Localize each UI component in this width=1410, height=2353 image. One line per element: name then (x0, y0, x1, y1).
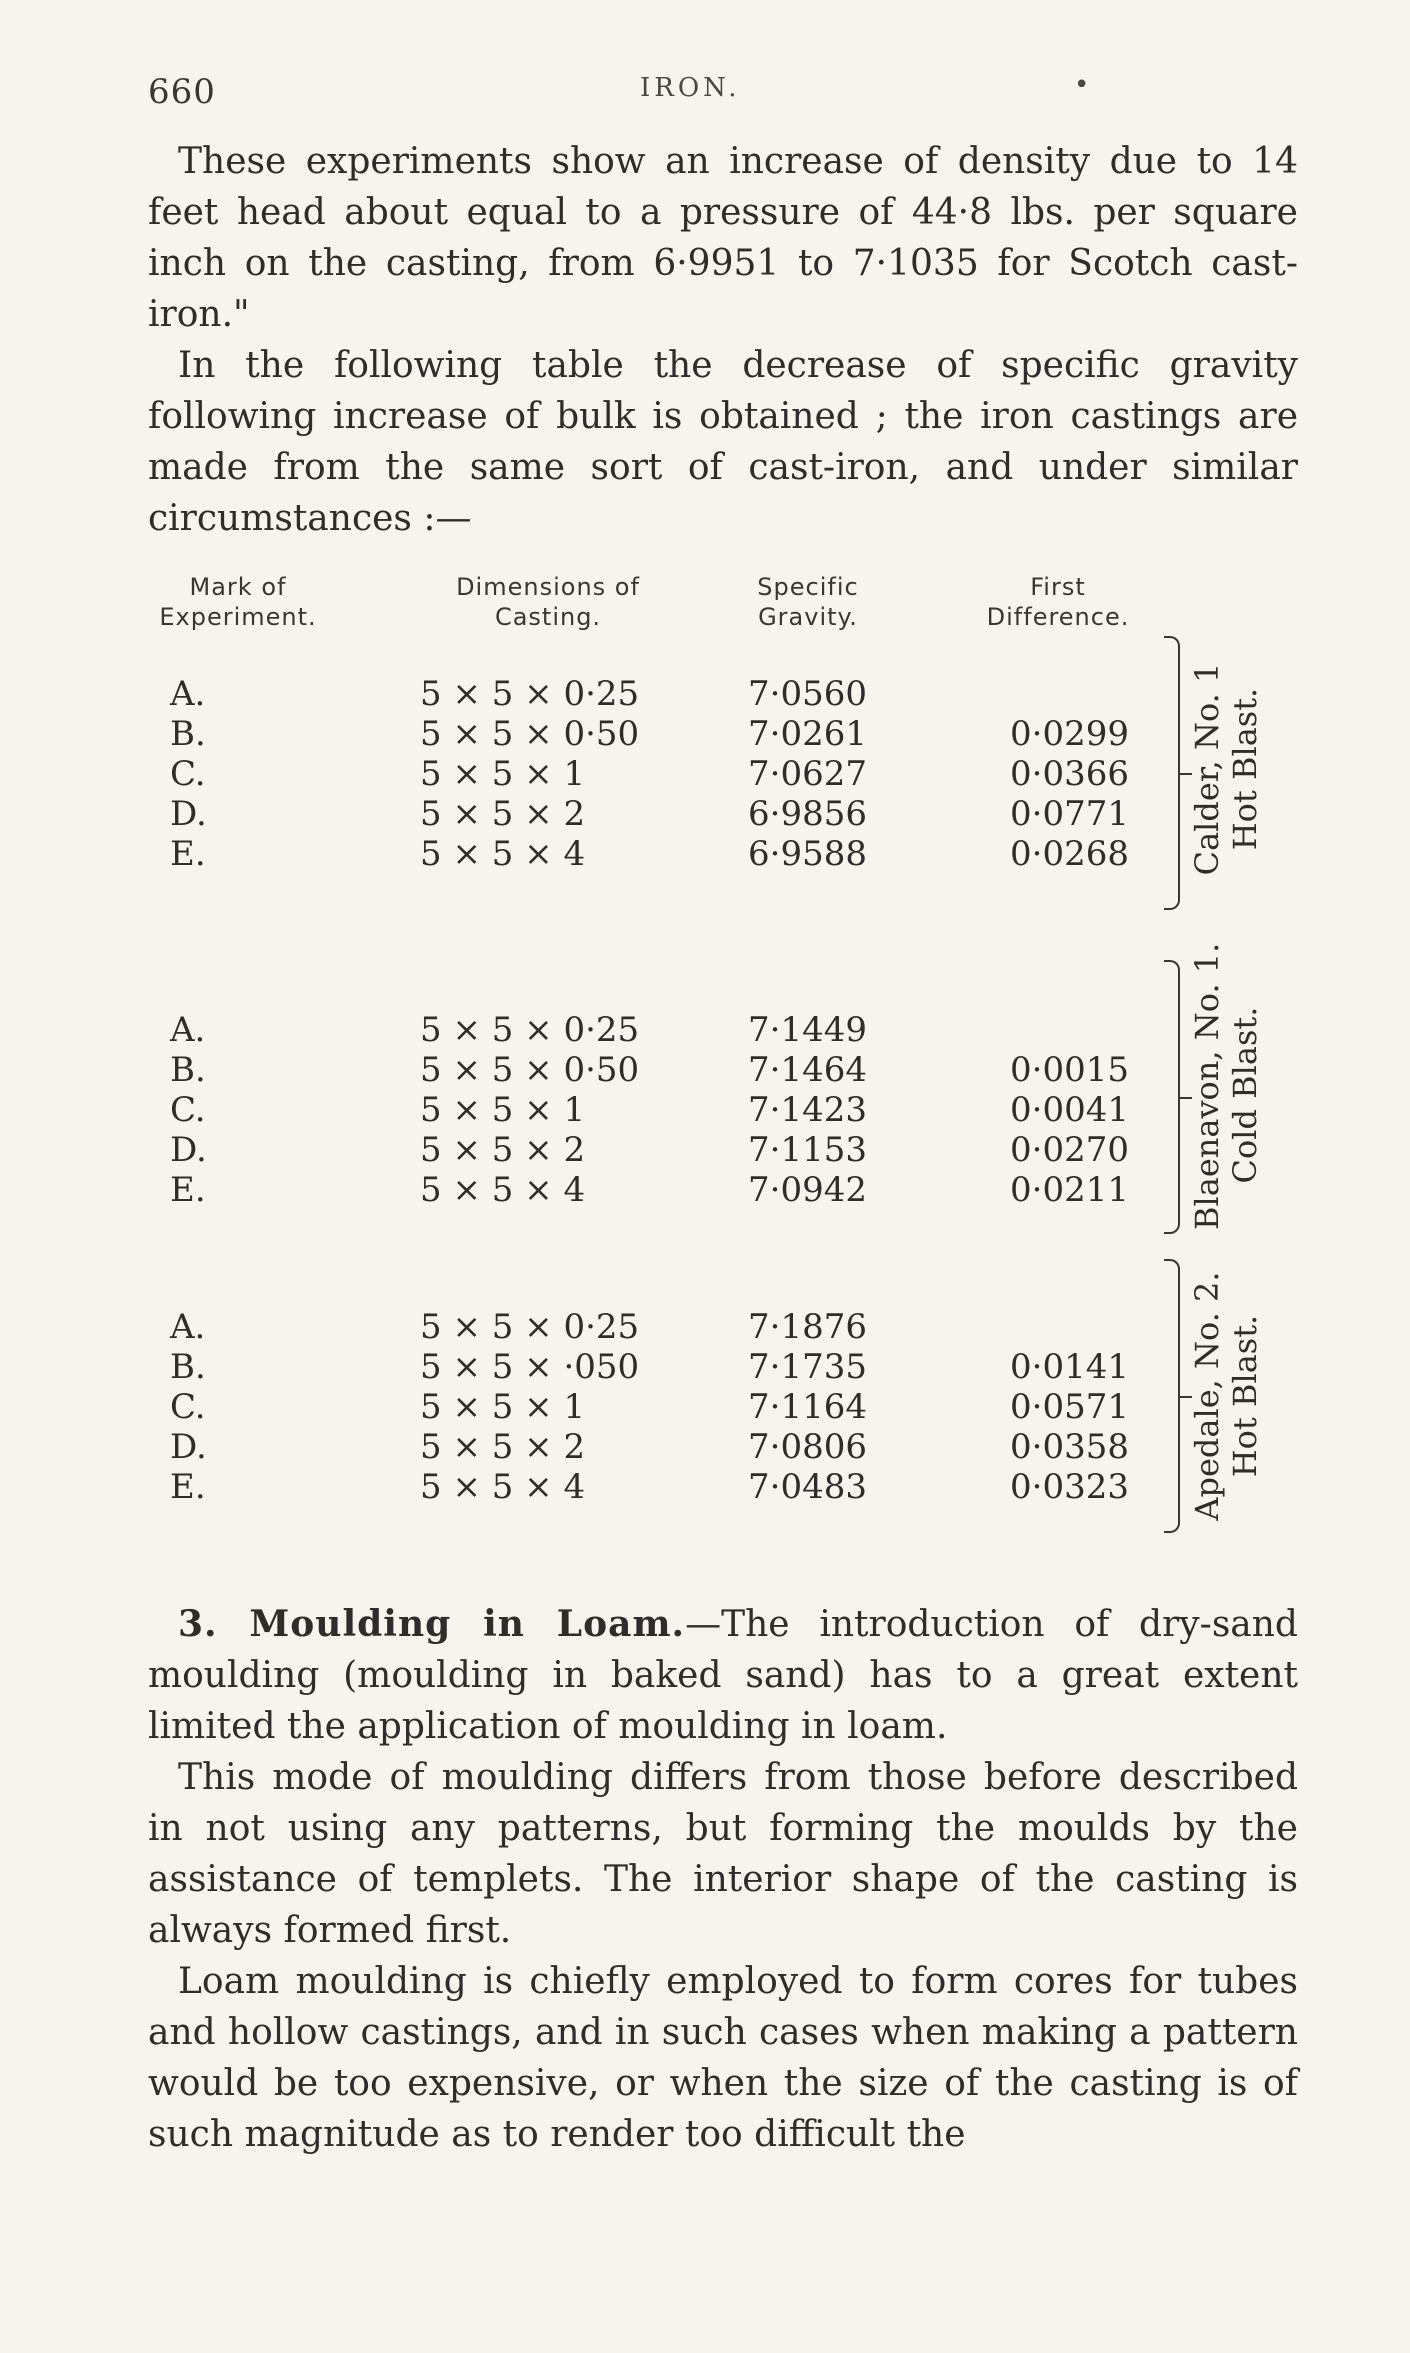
table-row (148, 1387, 1188, 1427)
table-row (148, 1307, 1188, 1347)
cell-dimensions: 5 × 5 × ·050 (420, 1347, 640, 1387)
cell-gravity: 7·1153 (748, 1130, 867, 1170)
cell-difference: 0·0366 (1010, 754, 1129, 794)
cell-gravity: 7·1464 (748, 1050, 867, 1090)
column-header-gravity: Specific Gravity. (757, 573, 859, 631)
cell-difference: 0·0323 (1010, 1467, 1129, 1507)
group-label: Calder, No. 1 Hot Blast. (1188, 662, 1264, 876)
table-group-calder (148, 662, 1298, 944)
cell-gravity: 6·9588 (748, 834, 867, 874)
table-row (148, 1050, 1188, 1090)
cell-mark: D. (170, 1427, 207, 1467)
cell-difference: 0·0358 (1010, 1427, 1129, 1467)
cell-mark: E. (170, 834, 206, 874)
cell-dimensions: 5 × 5 × 1 (420, 1387, 586, 1427)
group-label: Blaenavon, No. 1. Cold Blast. (1188, 942, 1264, 1230)
cell-gravity: 7·0560 (748, 674, 867, 714)
cell-dimensions: 5 × 5 × 1 (420, 754, 586, 794)
cell-mark: C. (170, 754, 206, 794)
header-mark: • (1074, 70, 1090, 100)
group-brace (1164, 636, 1180, 910)
cell-dimensions: 5 × 5 × 2 (420, 794, 586, 834)
cell-difference: 0·0771 (1010, 794, 1129, 834)
table-row (148, 1170, 1188, 1210)
cell-difference: 0·0141 (1010, 1347, 1129, 1387)
cell-mark: B. (170, 714, 206, 754)
cell-gravity: 7·0483 (748, 1467, 867, 1507)
table-row (148, 794, 1188, 834)
group-brace (1164, 960, 1180, 1234)
cell-difference: 0·0015 (1010, 1050, 1129, 1090)
cell-difference: 0·0299 (1010, 714, 1129, 754)
cell-mark: A. (170, 1010, 206, 1050)
table-row (148, 834, 1188, 874)
specific-gravity-table (148, 572, 1298, 1592)
table-group-apedale (148, 1271, 1298, 1577)
table-row (148, 674, 1188, 714)
cell-gravity: 7·1423 (748, 1090, 867, 1130)
cell-mark: E. (170, 1467, 206, 1507)
section-paragraph-2: This mode of moulding differs from those before described in not using any patterns, but forming the moulds by the assistance of templets. The interior shape of the casting is always formed first. (148, 1757, 1298, 1951)
table-row (148, 1010, 1188, 1050)
cell-dimensions: 5 × 5 × 0·50 (420, 1050, 640, 1090)
cell-gravity: 7·0806 (748, 1427, 867, 1467)
cell-dimensions: 5 × 5 × 4 (420, 1467, 586, 1507)
running-head: IRON. (640, 73, 741, 103)
cell-dimensions: 5 × 5 × 4 (420, 834, 586, 874)
group-brace (1164, 1259, 1180, 1533)
column-header-dimensions: Dimensions of Casting. (456, 573, 640, 631)
cell-mark: D. (170, 794, 207, 834)
cell-mark: B. (170, 1050, 206, 1090)
cell-mark: A. (170, 674, 206, 714)
cell-mark: C. (170, 1387, 206, 1427)
cell-dimensions: 5 × 5 × 0·25 (420, 1010, 640, 1050)
cell-gravity: 6·9856 (748, 794, 867, 834)
cell-difference: 0·0268 (1010, 834, 1129, 874)
cell-dimensions: 5 × 5 × 0·50 (420, 714, 640, 754)
table-row (148, 1347, 1188, 1387)
cell-difference: 0·0211 (1010, 1170, 1129, 1210)
cell-gravity: 7·0627 (748, 754, 867, 794)
cell-dimensions: 5 × 5 × 0·25 (420, 1307, 640, 1347)
cell-gravity: 7·1876 (748, 1307, 867, 1347)
cell-difference: 0·0270 (1010, 1130, 1129, 1170)
section-heading: 3. Moulding in Loam. (178, 1603, 686, 1645)
table-row (148, 1130, 1188, 1170)
intro-paragraph-2: In the following table the decrease of specific gravity following increase of bulk is obtained ; the iron castings are made from the same sort of cast-iron, and under similar circumstances :— (148, 345, 1298, 539)
column-header-difference: First Difference. (986, 573, 1130, 631)
cell-mark: D. (170, 1130, 207, 1170)
cell-difference: 0·0571 (1010, 1387, 1129, 1427)
section-text (148, 1599, 1298, 2160)
cell-gravity: 7·1449 (748, 1010, 867, 1050)
cell-mark: B. (170, 1347, 206, 1387)
table-row (148, 1467, 1188, 1507)
column-header-mark: Mark of Experiment. (159, 573, 317, 631)
intro-text (148, 136, 1298, 544)
cell-dimensions: 5 × 5 × 2 (420, 1130, 586, 1170)
table-row (148, 714, 1188, 754)
cell-dimensions: 5 × 5 × 1 (420, 1090, 586, 1130)
section-paragraph-3: Loam moulding is chiefly employed to form cores for tubes and hollow castings, and in such cases when making a pattern would be too expensive, or when the size of the casting is of such magnitude as to render too difficult the (148, 1961, 1298, 2155)
group-label: Apedale, No. 2. Hot Blast. (1188, 1271, 1264, 1521)
cell-mark: C. (170, 1090, 206, 1130)
table-row (148, 1427, 1188, 1467)
section-paragraph-1 (148, 1599, 1298, 1752)
table-row (148, 1090, 1188, 1130)
cell-dimensions: 5 × 5 × 2 (420, 1427, 586, 1467)
page-header (0, 0, 1410, 120)
cell-mark: E. (170, 1170, 206, 1210)
cell-dimensions: 5 × 5 × 4 (420, 1170, 586, 1210)
cell-gravity: 7·1164 (748, 1387, 867, 1427)
page-number: 660 (148, 72, 216, 112)
table-group-blaenavon (148, 942, 1298, 1280)
intro-paragraph-1: These experiments show an increase of density due to 14 feet head about equal to a pressure of 44·8 lbs. per square inch on the casting, from 6·9951 to 7·1035 for Scotch cast-iron." (148, 141, 1298, 335)
section-paragraph-1-body: —The introduction of dry-sand moulding (moulding in baked sand) has to a great extent limited the application of moulding in loam. (148, 1604, 1298, 1747)
cell-gravity: 7·0261 (748, 714, 867, 754)
cell-difference: 0·0041 (1010, 1090, 1129, 1130)
cell-gravity: 7·0942 (748, 1170, 867, 1210)
cell-dimensions: 5 × 5 × 0·25 (420, 674, 640, 714)
cell-mark: A. (170, 1307, 206, 1347)
table-row (148, 754, 1188, 794)
cell-gravity: 7·1735 (748, 1347, 867, 1387)
